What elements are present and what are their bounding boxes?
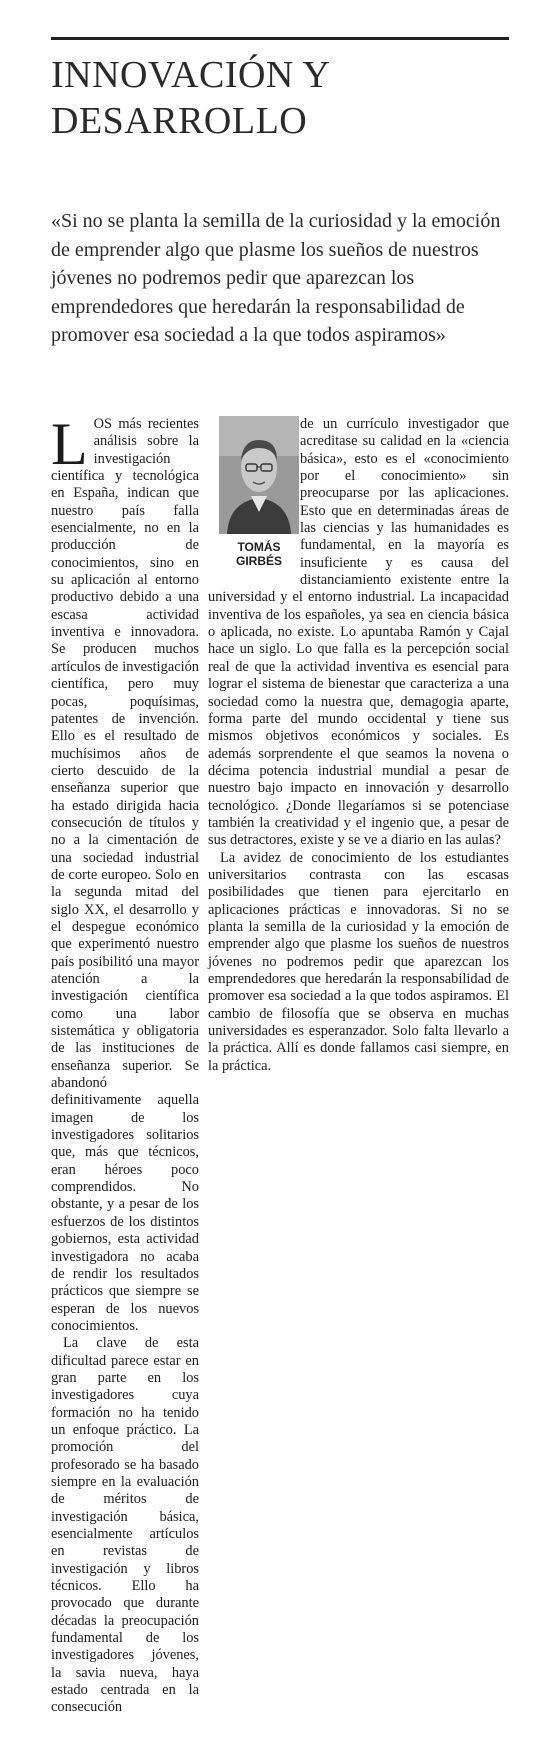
drop-cap: L — [51, 411, 88, 477]
author-last-name: GIRBÉS — [235, 554, 282, 568]
top-rule — [51, 37, 509, 40]
photo-spacer — [208, 416, 300, 584]
article-column-1 — [51, 411, 199, 1717]
headline: INNOVACIÓN Y DESARROLLO — [51, 54, 329, 142]
author-first-name: TOMÁS — [237, 540, 281, 554]
article-column-2 — [208, 416, 509, 1075]
paragraph-1-text: OS más recientes análisis sobre la investigación científica y tecnológica en España, indican que nuestro país falla esencialmente, no en la producción de conocimientos, sino en su aplicación al entorno productivo debido a una escasa actividad inventiva e innovadora. Se producen muchos artículos de investigación científica, pero muy pocas, poquísimas, patentes de invención. Ello es el resultado de muchísimos años de cierto descuido de la enseñanza superior que ha estado dirigida hacia consecución de títulos y no a la cimentación de una sociedad industrial de corte europeo. Solo en la segunda mitad del siglo XX, el desarrollo y el despegue económico que experimentó nuestro país posibilitó una mayor atención a la investigación científica como una labor sistemática y obligatoria de las instituciones de enseñanza superior. Se abandonó definitivamente aquella imagen de los investigadores solitarios que, más que técnicos, eran héroes poco comprendidos. No obstante, y a pesar de los esfuerzos de los distintos gobiernos, esta actividad investigadora no acaba de rendir los resultados prácticos que siempre se esperan de los nuevos conocimientos. — [51, 416, 199, 1334]
paragraph-4: La avidez de conocimiento de los estudiantes universitarios contrasta con las escasas posibilidades que tienen para ejercitarlo en aplicaciones prácticas e innovadoras. Si no se planta la semilla de la curiosidad y la emoción de emprender algo que plasme los sueños de nuestros jóvenes no podremos pedir que aparezcan los emprendedores que heredarán la responsabilidad de promover esa sociedad a la que todos aspiramos. El cambio de filosofía que se observa en muchas universidades es esperanzador. Solo falta llevarlo a la práctica. Allí es donde fallamos casi siempre, en la práctica. — [208, 849, 509, 1074]
paragraph-2: La clave de esta dificultad parece estar en gran parte en los investigadores cuya formación no ha tenido un enfoque práctico. La promoción del profesorado se ha basado siempre en la evaluación de méritos de investigación básica, esencialmente artículos en revistas de investigación y libros técnicos. Ello ha provocado que durante décadas la preocupación fundamental de los investigadores jóvenes, la savia nueva, haya estado centrada en la consecución — [51, 1335, 199, 1716]
paragraph-1 — [51, 411, 199, 1335]
pull-quote: «Si no se planta la semilla de la curiosidad y la emoción de emprender algo que plasme los sueños de nuestros jóvenes no podremos pedir que aparezcan los emprendedores que heredarán la responsabilidad de promover esa sociedad a la que todos aspiramos» — [51, 210, 501, 347]
paragraph-3: de un currículo investigador que acreditase su calidad en la «ciencia básica», esto es el «conocimiento por el conocimiento» sin preocuparse por las aplicaciones. Esto que en determinadas áreas de las ciencias y las humanidades es fundamental, en la mayoría es insuficiente y es causa del distanciamiento existente entre la universidad y el entorno industrial. La incapacidad inventiva de los españoles, ya sea en ciencia básica o aplicada, no existe. Lo apuntaba Ramón y Cajal hace un siglo. Lo que falla es la percepción social real de que la actividad inventiva es esencial para lograr el sistema de bienestar que caracteriza a una sociedad como la nuestra que, demagogia aparte, forma parte del mundo occidental y tiene sus mismos objetivos económicos y sociales. Es además sorprendente el que seamos la novena o décima potencia industrial mundial a pesar de nuestro bajo impacto en innovación y desarrollo tecnológico. ¿Donde llegaríamos si se potenciase también la creatividad y el ingenio que, a pesar de sus detractores, existe y se ve a diario en las aulas? — [208, 416, 509, 849]
